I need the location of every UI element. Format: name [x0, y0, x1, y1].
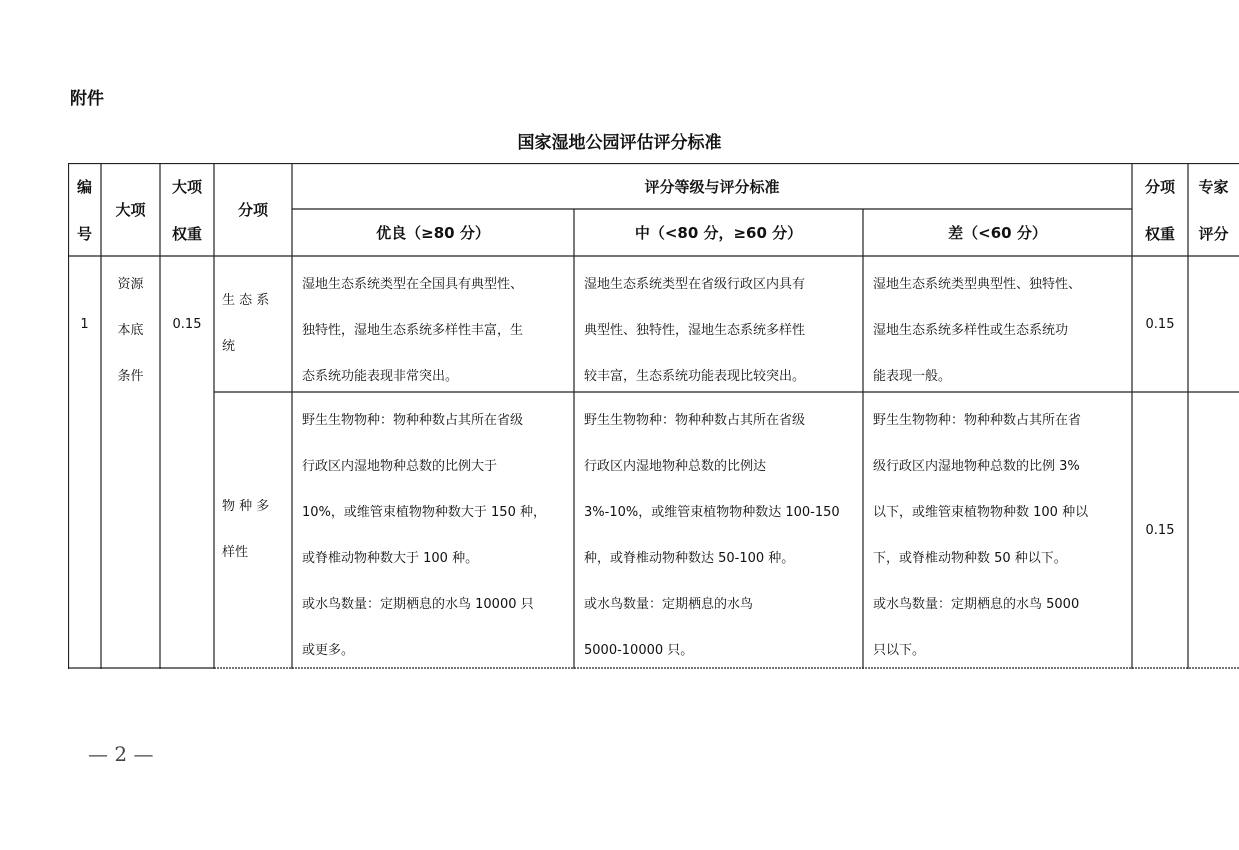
header-number — [68, 163, 101, 256]
species-medium-line-1: 野生生物物种：物种种数占其所在省级 — [584, 413, 806, 428]
ecosystem-poor-line-3: 能表现一般。 — [873, 369, 952, 384]
ecosystem-poor-line-2: 湿地生态系统多样性或生态系统功 — [873, 323, 1069, 338]
row-category-weight — [160, 256, 214, 392]
species-excellent-line-5: 或水鸟数量：定期栖息的水鸟 10000 只 — [302, 597, 534, 612]
header-poor-label: 差（<60 分） — [948, 224, 1047, 242]
sub-item-species-excellent — [292, 392, 574, 668]
sub-item-species-poor — [863, 392, 1132, 668]
row-category-line-3: 条件 — [117, 369, 144, 384]
header-grade-group — [292, 163, 1132, 209]
header-poor — [863, 209, 1132, 256]
header-number-char-1: 编 — [76, 177, 92, 196]
species-excellent-line-4: 或脊椎动物种数大于 100 种。 — [302, 551, 479, 566]
sub-item-species-expert-score[interactable] — [1188, 392, 1239, 668]
sub-item-ecosystem-expert-score[interactable] — [1188, 256, 1239, 392]
header-sub-weight-line-1: 分项 — [1144, 177, 1175, 196]
species-excellent-line-2: 行政区内湿地物种总数的比例大于 — [302, 459, 498, 474]
sub-item-species-name-line-2: 样性 — [222, 545, 249, 560]
species-excellent-line-1: 野生生物物种：物种种数占其所在省级 — [302, 413, 524, 428]
sub-item-ecosystem-medium — [574, 256, 863, 392]
row-category — [101, 256, 160, 400]
species-excellent-line-6: 或更多。 — [302, 643, 355, 658]
species-poor-line-3: 以下，或维管束植物物种数 100 种以 — [873, 505, 1089, 520]
ecosystem-excellent-line-3: 态系统功能表现非常突出。 — [302, 369, 459, 384]
sub-item-ecosystem-name-line-1: 生 态 系 — [222, 293, 270, 308]
species-poor-line-5: 或水鸟数量：定期栖息的水鸟 5000 — [873, 597, 1080, 612]
header-number-char-2: 号 — [76, 224, 92, 243]
header-excellent — [292, 209, 574, 256]
species-medium-line-4: 种，或脊椎动物种数达 50-100 种。 — [584, 551, 795, 566]
header-category-weight — [160, 163, 214, 256]
sub-item-species-name-line-1: 物 种 多 — [222, 499, 270, 514]
header-category — [101, 163, 160, 256]
document-title: 国家湿地公园评估评分标准 — [517, 133, 722, 153]
sub-item-species-weight — [1132, 392, 1188, 668]
header-expert-score-line-1: 专家 — [1198, 177, 1229, 196]
ecosystem-medium-line-2: 典型性、独特性，湿地生态系统多样性 — [584, 323, 806, 338]
header-expert-score-line-2: 评分 — [1198, 224, 1229, 243]
sub-item-ecosystem-excellent — [292, 256, 574, 392]
species-poor-line-4: 下，或脊椎动物种数 50 种以下。 — [873, 551, 1067, 566]
ecosystem-excellent-line-2: 独特性，湿地生态系统多样性丰富，生 — [302, 323, 524, 338]
sub-item-ecosystem-weight — [1132, 256, 1188, 392]
header-sub-weight-line-2: 权重 — [1144, 224, 1175, 243]
header-medium-label: 中（<80 分，≥60 分） — [634, 224, 803, 242]
sub-item-species-medium — [574, 392, 863, 668]
species-excellent-line-3: 10%，或维管束植物物种数大于 150 种， — [302, 505, 546, 520]
header-excellent-label: 优良（≥80 分） — [376, 224, 490, 242]
row-number-value: 1 — [80, 316, 89, 332]
ecosystem-medium-line-3: 较丰富，生态系统功能表现比较突出。 — [584, 369, 806, 384]
row-category-line-2: 本底 — [117, 323, 144, 338]
species-poor-line-1: 野生生物物种：物种种数占其所在省 — [873, 413, 1082, 428]
header-expert-score — [1188, 163, 1239, 256]
species-poor-line-2: 级行政区内湿地物种总数的比例 3% — [873, 459, 1080, 474]
header-sub-item — [214, 163, 292, 256]
header-sub-item-label: 分项 — [237, 201, 268, 219]
sub-item-ecosystem-weight-value: 0.15 — [1145, 316, 1175, 332]
attachment-label: 附件 — [70, 89, 104, 109]
row-number — [68, 256, 101, 392]
species-poor-line-6: 只以下。 — [873, 643, 926, 658]
header-sub-weight — [1132, 163, 1188, 256]
sub-item-ecosystem-poor — [863, 256, 1132, 392]
header-category-label: 大项 — [115, 201, 146, 219]
evaluation-table — [68, 163, 1239, 669]
ecosystem-excellent-line-1: 湿地生态系统类型在全国具有典型性、 — [302, 277, 524, 292]
header-medium — [574, 209, 863, 256]
header-category-weight-line-2: 权重 — [171, 224, 202, 243]
page-number: — 2 — — [88, 742, 154, 766]
sub-item-ecosystem-name-line-2: 统 — [222, 339, 236, 354]
sub-item-species-name — [214, 392, 292, 668]
ecosystem-medium-line-1: 湿地生态系统类型在省级行政区内具有 — [584, 277, 806, 292]
species-medium-line-5: 或水鸟数量：定期栖息的水鸟 — [584, 597, 754, 612]
species-medium-line-3: 3%-10%，或维管束植物物种数达 100-150 — [584, 505, 840, 520]
sub-item-species-weight-value: 0.15 — [1145, 522, 1175, 538]
header-grade-group-label: 评分等级与评分标准 — [644, 177, 780, 196]
species-medium-line-2: 行政区内湿地物种总数的比例达 — [584, 459, 767, 474]
header-category-weight-line-1: 大项 — [171, 177, 202, 196]
species-medium-line-6: 5000-10000 只。 — [584, 643, 694, 658]
row-category-weight-value: 0.15 — [172, 316, 202, 332]
row-category-line-1: 资源 — [117, 277, 144, 292]
ecosystem-poor-line-1: 湿地生态系统类型典型性、独特性、 — [873, 277, 1082, 292]
sub-item-ecosystem-name — [214, 256, 292, 392]
